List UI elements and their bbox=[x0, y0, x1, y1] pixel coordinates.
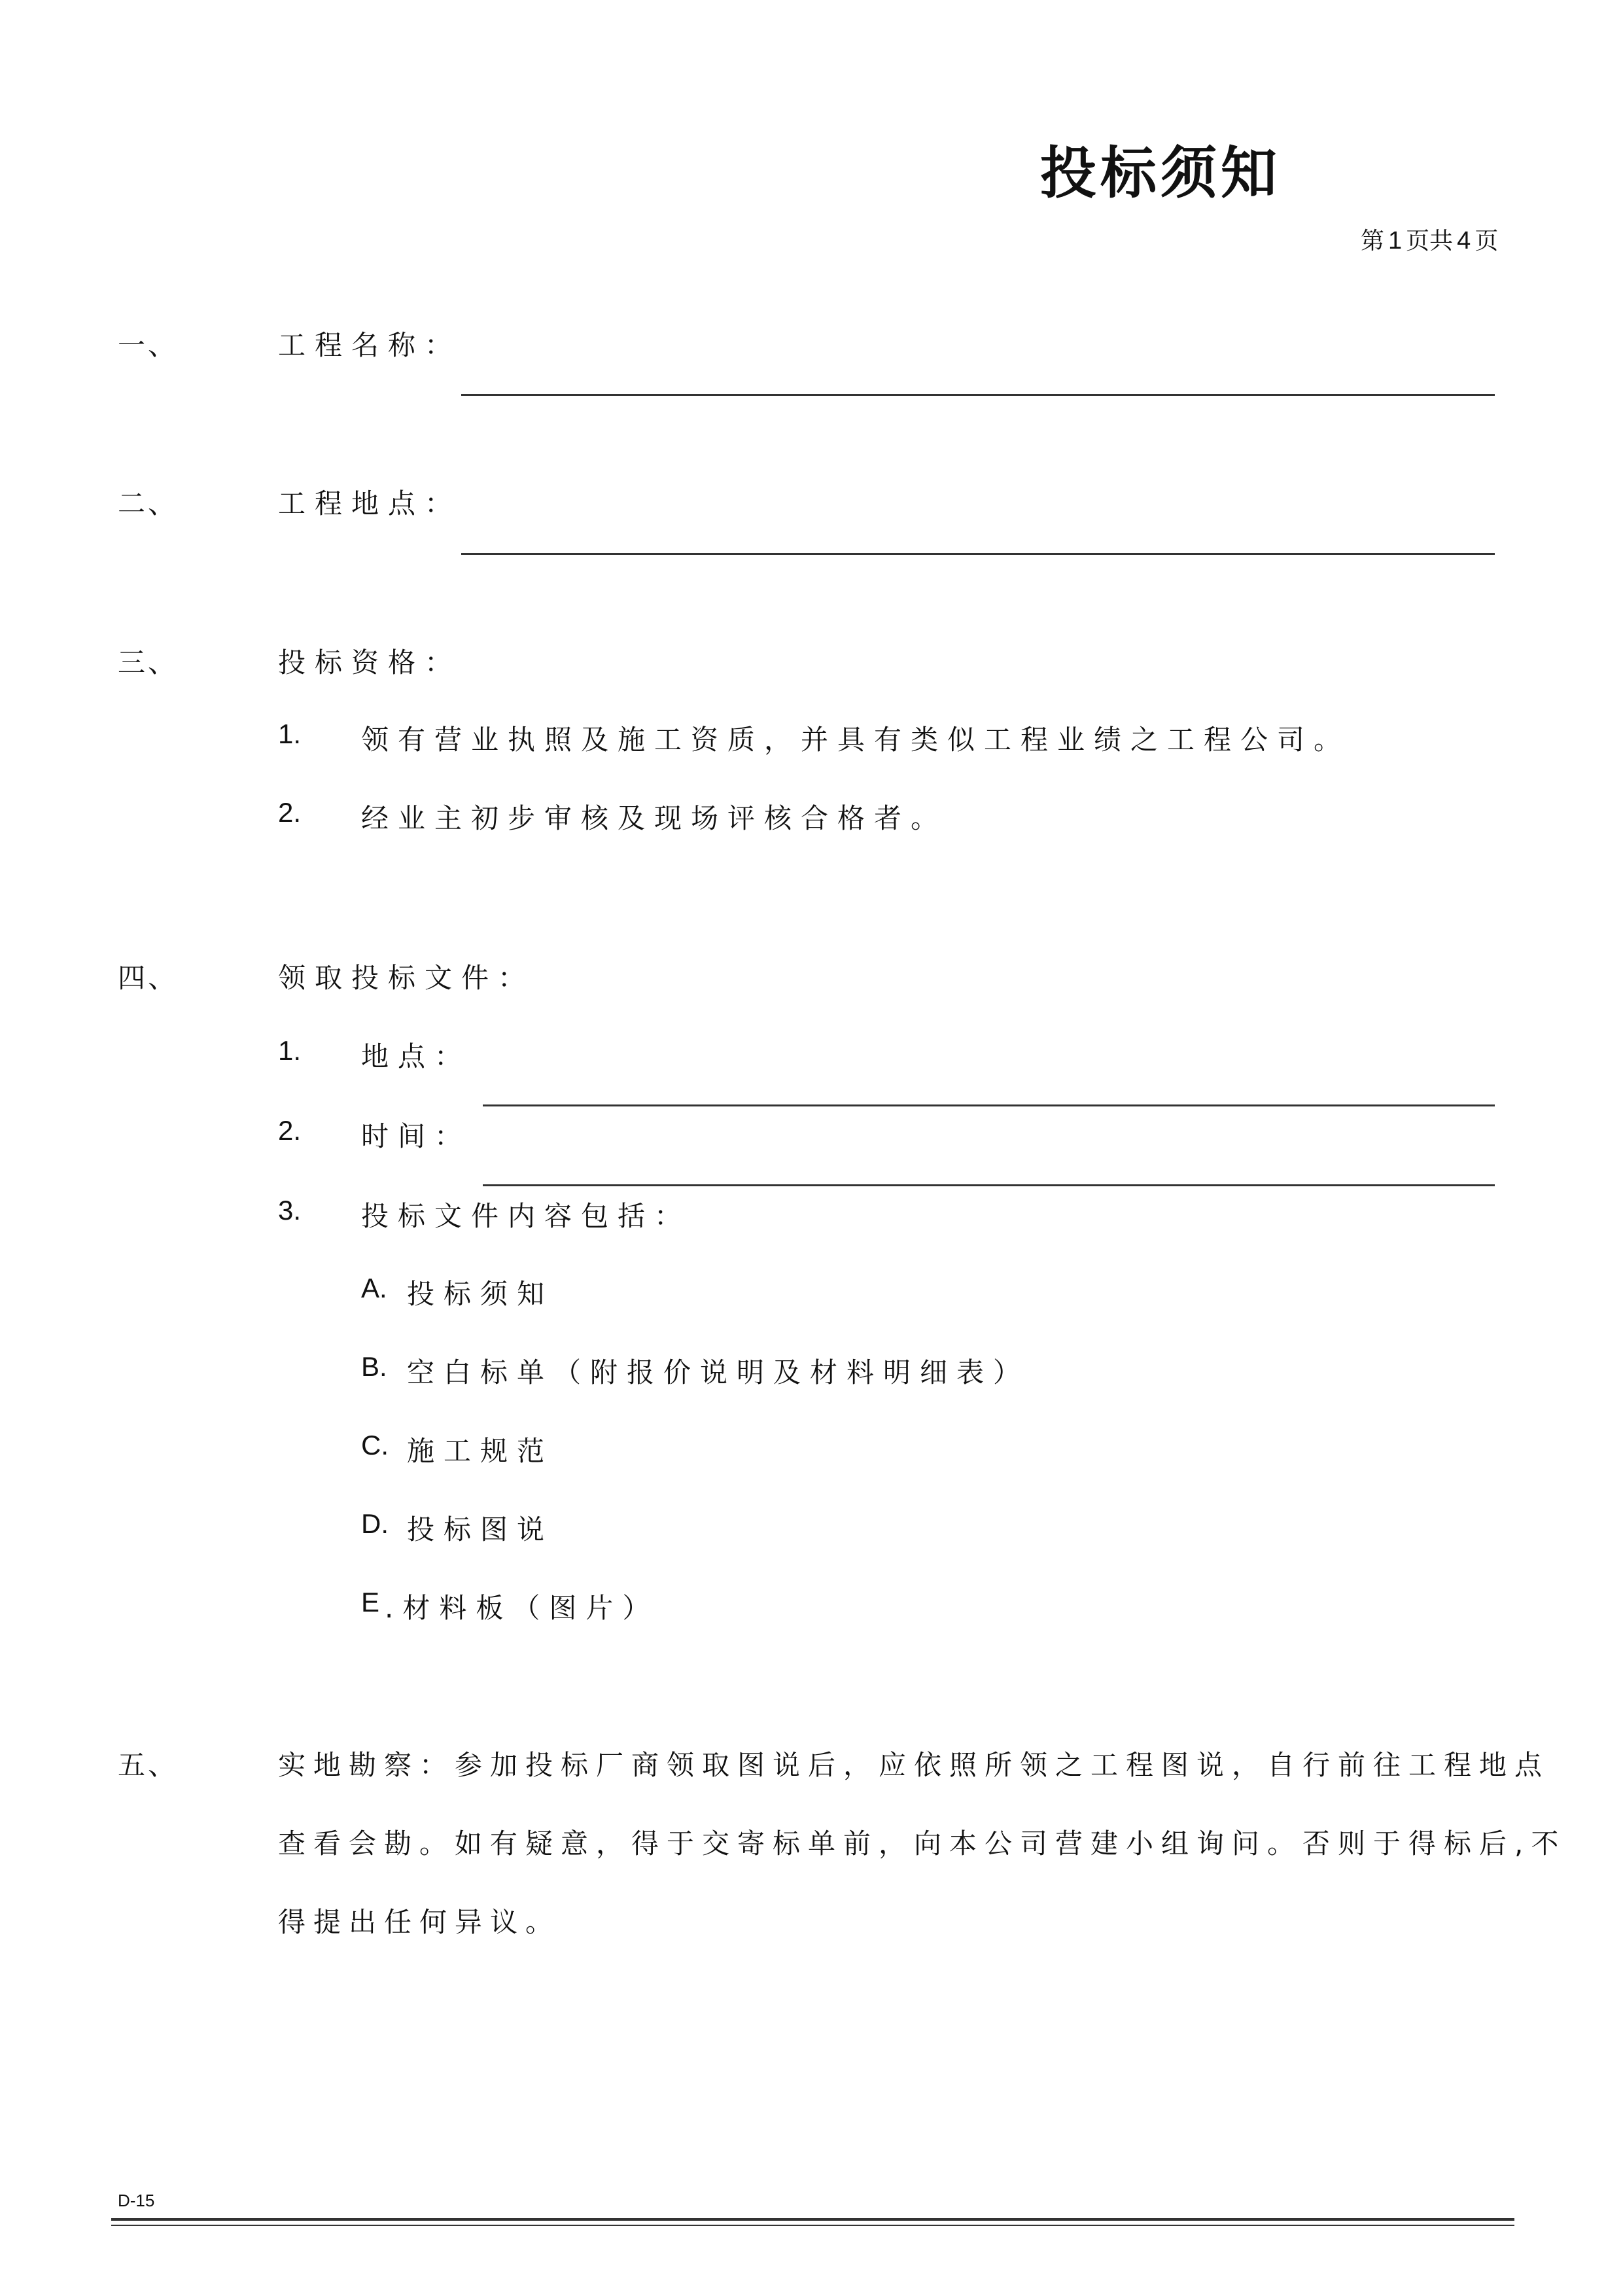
list-item-number: 3. bbox=[278, 1195, 302, 1226]
project-name-fill-line bbox=[461, 394, 1495, 396]
sub-item-letter: D. bbox=[361, 1508, 389, 1539]
section-5-number: 五、 bbox=[118, 1749, 179, 1781]
section-3-number: 三、 bbox=[118, 646, 179, 679]
page-prefix: 第 bbox=[1361, 228, 1385, 255]
pickup-time-fill-line bbox=[483, 1184, 1495, 1186]
page-current: 1 bbox=[1388, 227, 1403, 255]
sub-item-letter: B. bbox=[361, 1351, 387, 1382]
list-item-text: 时间： bbox=[361, 1120, 472, 1152]
section-3-label: 投标资格： bbox=[278, 646, 462, 679]
sub-item-text: .材料板（图片） bbox=[385, 1592, 659, 1624]
section-1-number: 一、 bbox=[118, 329, 179, 361]
sub-item-letter: C. bbox=[361, 1430, 389, 1460]
list-item-text: 领有营业执照及施工资质，并具有类似工程业绩之工程公司。 bbox=[361, 724, 1351, 756]
sub-item-text: 投标图说 bbox=[407, 1513, 554, 1545]
list-item-number: 2. bbox=[278, 1115, 302, 1146]
footer-rule-thin bbox=[111, 2225, 1514, 2226]
sub-item-text: 施工规范 bbox=[407, 1435, 554, 1467]
list-item-text: 地点： bbox=[361, 1040, 472, 1072]
list-item-text: 投标文件内容包括： bbox=[361, 1200, 691, 1232]
project-location-fill-line bbox=[461, 553, 1495, 555]
page-total: 4 bbox=[1457, 227, 1471, 255]
section-4-number: 四、 bbox=[118, 962, 179, 994]
sub-item-letter: A. bbox=[361, 1273, 387, 1303]
footer-rule-thick bbox=[111, 2218, 1514, 2221]
list-item-text: 经业主初步审核及现场评核合格者。 bbox=[361, 802, 948, 834]
page-suffix: 页 bbox=[1475, 228, 1499, 255]
paragraph-line: 查看会勘。如有疑意，得于交寄标单前，向本公司营建小组询问。否则于得标后,不 bbox=[278, 1828, 1567, 1860]
section-2-number: 二、 bbox=[118, 487, 179, 520]
pickup-location-fill-line bbox=[483, 1104, 1495, 1106]
sub-item-text: 空白标单（附报价说明及材料明细表） bbox=[407, 1356, 1030, 1388]
sub-item-text: 投标须知 bbox=[407, 1278, 554, 1310]
paragraph-line: 实地勘察：参加投标厂商领取图说后，应依照所领之工程图说，自行前往工程地点 bbox=[278, 1749, 1550, 1781]
footer-code: D-15 bbox=[118, 2191, 155, 2210]
section-4-label: 领取投标文件： bbox=[278, 962, 535, 994]
sub-item-letter: E bbox=[361, 1587, 380, 1617]
list-item-number: 1. bbox=[278, 718, 302, 749]
list-item-number: 2. bbox=[278, 797, 302, 828]
list-item-number: 1. bbox=[278, 1035, 302, 1066]
page-counter bbox=[1361, 222, 1498, 256]
paragraph-line: 得提出任何异议。 bbox=[278, 1906, 561, 1938]
section-2-label: 工程地点： bbox=[278, 487, 462, 520]
document-title: 投标须知 bbox=[1040, 141, 1281, 206]
page-middle: 页共 bbox=[1406, 228, 1454, 255]
section-1-label: 工程名称： bbox=[278, 329, 462, 361]
